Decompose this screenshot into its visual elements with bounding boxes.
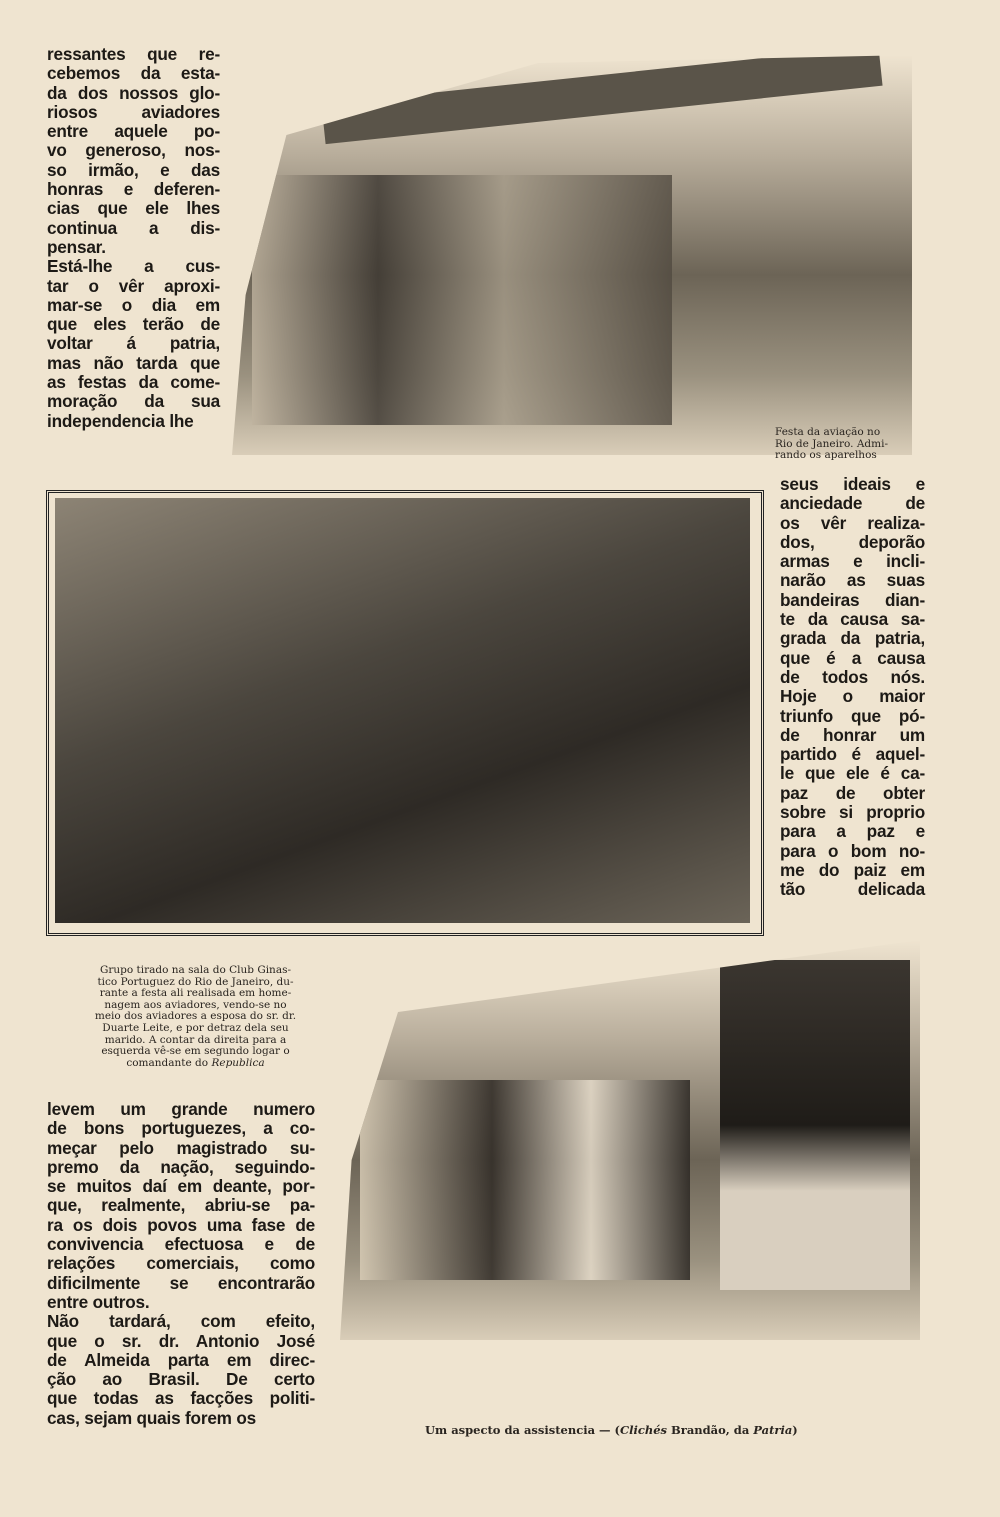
- text-line: entre outros.: [47, 1291, 150, 1312]
- text-line: que é a causa: [780, 647, 925, 668]
- text-line: ção ao Brasil. De certo: [47, 1369, 315, 1390]
- caption-line: marido. A contar da direita para a: [104, 1033, 287, 1046]
- text-line: cebemos da esta-: [47, 63, 220, 84]
- text-line: de honrar um: [780, 724, 925, 745]
- article-column-1: [47, 45, 220, 431]
- text-line: convivencia efectuosa e de: [47, 1234, 315, 1255]
- article-column-2: [780, 475, 925, 900]
- text-line: cas, sejam quais forem os: [47, 1407, 256, 1428]
- photo-club-group: [55, 498, 750, 923]
- text-line: dificilmente se encontrarão: [47, 1272, 315, 1293]
- caption-line: tico Portuguez do Rio de Janeiro, du-: [97, 975, 294, 988]
- text-line: se muitos daí em deante, por-: [47, 1176, 315, 1197]
- text-line: de Almeida parta em direc-: [47, 1349, 315, 1370]
- caption-line: Grupo tirado na sala do Club Ginas-: [99, 964, 292, 976]
- caption-line: Duarte Leite, e por detraz dela seu: [102, 1021, 289, 1034]
- caption-text: Brandão, da: [667, 1423, 754, 1437]
- text-line: premo da nação, seguindo-: [47, 1156, 315, 1177]
- text-line: voltar á patria,: [47, 333, 220, 354]
- text-line: que, realmente, abriu-se pa-: [47, 1195, 315, 1216]
- text-line: so irmão, e das: [47, 159, 220, 180]
- text-line: que o sr. dr. Antonio José: [47, 1330, 315, 1351]
- text-line: para o bom no-: [780, 840, 925, 861]
- text-line: que eles terão de: [47, 314, 220, 335]
- text-line: independencia lhe: [47, 410, 194, 431]
- text-line: sobre si proprio: [780, 802, 925, 823]
- text-line: meçar pelo magistrado su-: [47, 1137, 315, 1158]
- text-line: seus ideais e: [780, 474, 925, 494]
- text-line: continua a dis-: [47, 217, 220, 238]
- caption-line: meio dos aviadores a esposa do sr. dr.: [94, 1010, 297, 1023]
- text-line: de bons portuguezes, a co-: [47, 1118, 315, 1139]
- text-line: ressantes que re-: [47, 44, 220, 64]
- text-line: tão delicada: [780, 879, 925, 900]
- text-line: paz de obter: [780, 782, 925, 803]
- caption-italic: Republica: [211, 1056, 265, 1069]
- text-line: dos, deporão: [780, 531, 925, 552]
- photo-audience: [340, 940, 920, 1340]
- caption-line: rando os aparelhos: [775, 449, 877, 462]
- text-line: riosos aviadores: [47, 101, 220, 122]
- text-line: honras e deferen-: [47, 179, 220, 200]
- caption-text: Um aspecto da assistencia — (: [425, 1423, 620, 1437]
- text-line: mar-se o dia em: [47, 294, 220, 315]
- caption-line: esquerda vê-se em segundo logar o: [101, 1045, 290, 1058]
- text-line: pensar.: [47, 236, 106, 257]
- caption-line: Rio de Janeiro. Admi-: [775, 437, 888, 450]
- text-line: as festas da come-: [47, 372, 220, 393]
- text-line: moração da sua: [47, 391, 220, 412]
- caption-line: rante a festa ali realisada em home-: [99, 987, 292, 1000]
- text-line: narão as suas: [780, 570, 925, 591]
- article-column-3: [47, 1100, 315, 1428]
- text-line: Está-lhe a cus-: [47, 256, 220, 277]
- caption-line: nagem aos aviadores, vendo-se no: [104, 998, 287, 1011]
- caption-line: comandante do: [126, 1056, 209, 1069]
- text-line: tar o vêr aproxi-: [47, 275, 220, 296]
- text-line: partido é aquel-: [780, 744, 925, 765]
- text-line: anciedade de: [780, 493, 925, 514]
- text-line: Não tardará, com efeito,: [47, 1311, 315, 1332]
- text-line: cias que ele lhes: [47, 198, 220, 219]
- text-line: triunfo que pó-: [780, 705, 925, 726]
- text-line: bandeiras dian-: [780, 589, 925, 610]
- text-line: armas e incli-: [780, 551, 925, 572]
- caption-photo-3: [425, 1425, 798, 1437]
- text-line: me do paiz em: [780, 859, 925, 880]
- text-line: grada da patria,: [780, 628, 925, 649]
- text-line: ra os dois povos uma fase de: [47, 1214, 315, 1235]
- text-line: os vêr realiza-: [780, 512, 925, 533]
- text-line: da dos nossos glo-: [47, 82, 220, 103]
- caption-photo-2: [58, 965, 333, 1069]
- text-line: te da causa sa-: [780, 609, 925, 630]
- caption-photo-1: [775, 427, 925, 462]
- text-line: mas não tarda que: [47, 352, 220, 373]
- text-line: relações comerciais, como: [47, 1253, 315, 1274]
- caption-italic: Clichés: [619, 1423, 668, 1437]
- caption-text: ): [792, 1423, 798, 1437]
- text-line: levem um grande numero: [47, 1099, 315, 1119]
- photo-aviation-festival: [232, 55, 912, 455]
- text-line: le que ele é ca-: [780, 763, 925, 784]
- text-line: entre aquele po-: [47, 121, 220, 142]
- text-line: que todas as facções politi-: [47, 1388, 315, 1409]
- text-line: de todos nós.: [780, 666, 925, 687]
- caption-italic: Patria: [753, 1423, 793, 1437]
- text-line: Hoje o maior: [780, 686, 925, 707]
- caption-line: Festa da aviação no: [775, 426, 881, 438]
- text-line: vo generoso, nos-: [47, 140, 220, 161]
- text-line: para a paz e: [780, 821, 925, 842]
